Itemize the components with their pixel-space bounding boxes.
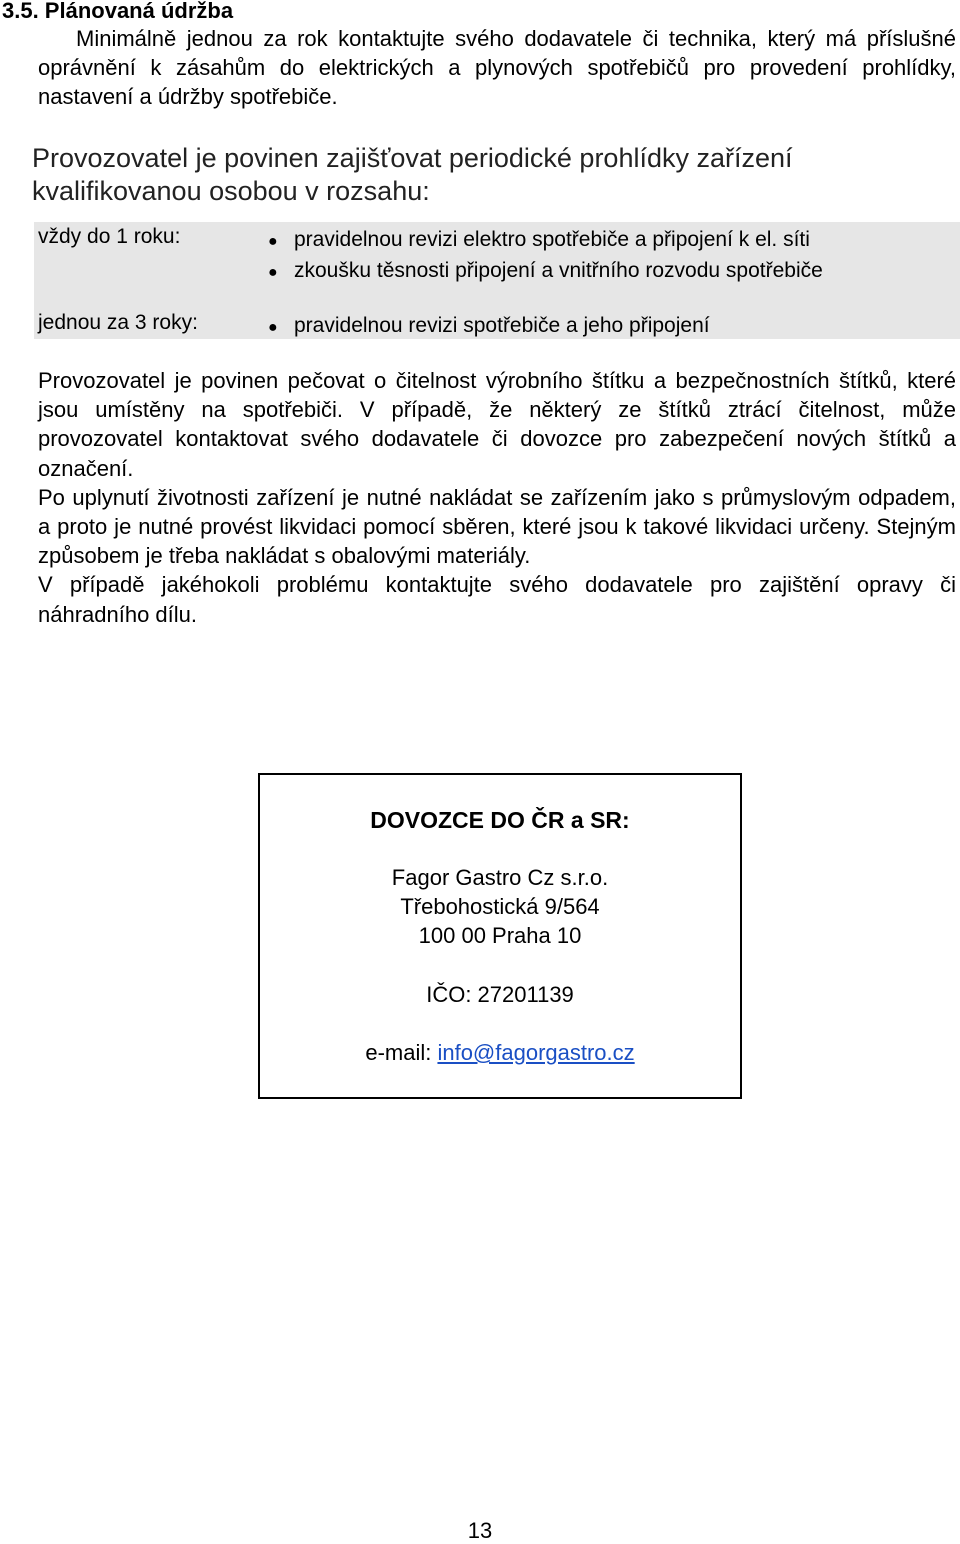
page-number: 13	[467, 1518, 493, 1543]
section-heading: 3.5. Plánovaná údržba	[2, 0, 234, 23]
email-link[interactable]: info@fagorgastro.cz	[437, 1040, 635, 1065]
importer-title: DOVOZCE DO ČR a SR:	[370, 807, 630, 833]
paragraph-service: V případě jakéhokoli problému kontaktujte svého dodavatele pro zajištění opravy či náhradního dílu.	[38, 572, 956, 627]
schedule-item	[268, 225, 823, 256]
bullet-icon: ●	[268, 319, 278, 336]
importer-box	[258, 773, 742, 1099]
intro-text: Minimálně jednou za rok kontaktujte svého dodavatele či technika, který má příslušné oprávnění k zásahům do elektrických a plynových spotřebičů pro provedení prohlídky, nastavení a údržby spotřebiče.	[38, 26, 956, 109]
schedule-items	[268, 311, 710, 342]
bullet-icon: ●	[268, 233, 278, 250]
schedule-period: jednou za 3 roky:	[38, 311, 198, 334]
schedule-item-text: pravidelnou revizi elektro spotřebiče a připojení k el. síti	[294, 228, 810, 251]
schedule-items	[268, 225, 823, 287]
schedule-item	[268, 256, 823, 287]
body-text	[38, 366, 956, 629]
inspection-schedule	[34, 222, 960, 339]
bullet-icon: ●	[268, 264, 278, 281]
paragraph-disposal: Po uplynutí životnosti zařízení je nutné nakládat se zařízením jako s průmyslovým odpadem, a proto je nutné provést likvidaci pomocí sběren, které jsou k takové likvidaci určeny. Stejným způsobem je třeba nakládat s obalovými materiály.	[38, 484, 956, 569]
schedule-item-text: pravidelnou revizi spotřebiče a jeho připojení	[294, 314, 710, 337]
importer-city: 100 00 Praha 10	[418, 923, 582, 948]
intro-paragraph	[38, 24, 956, 111]
importer-street: Třebohostická 9/564	[400, 894, 600, 919]
importer-company: Fagor Gastro Cz s.r.o.	[391, 865, 609, 890]
schedule-period: vždy do 1 roku:	[38, 225, 181, 248]
importer-email-line	[260, 1040, 740, 1066]
paragraph-labels: Provozovatel je povinen pečovat o čitelnost výrobního štítku a bezpečnostních štítků, které jsou umístěny na spotřebiči. V případě, že některý ze štítků ztrácí čitelnost, může provozovatel kontaktovat svého dodavatele či dovozce pro zabezpečení nových štítků a označení.	[38, 368, 956, 481]
importer-ico: IČO: 27201139	[426, 982, 574, 1007]
duty-statement: Provozovatel je povinen zajišťovat periodické prohlídky zařízení kvalifikovanou osobou v rozsahu:	[32, 143, 793, 206]
schedule-item	[268, 311, 710, 342]
schedule-item-text: zkoušku těsnosti připojení a vnitřního rozvodu spotřebiče	[294, 259, 823, 282]
email-label: e-mail:	[365, 1040, 438, 1065]
